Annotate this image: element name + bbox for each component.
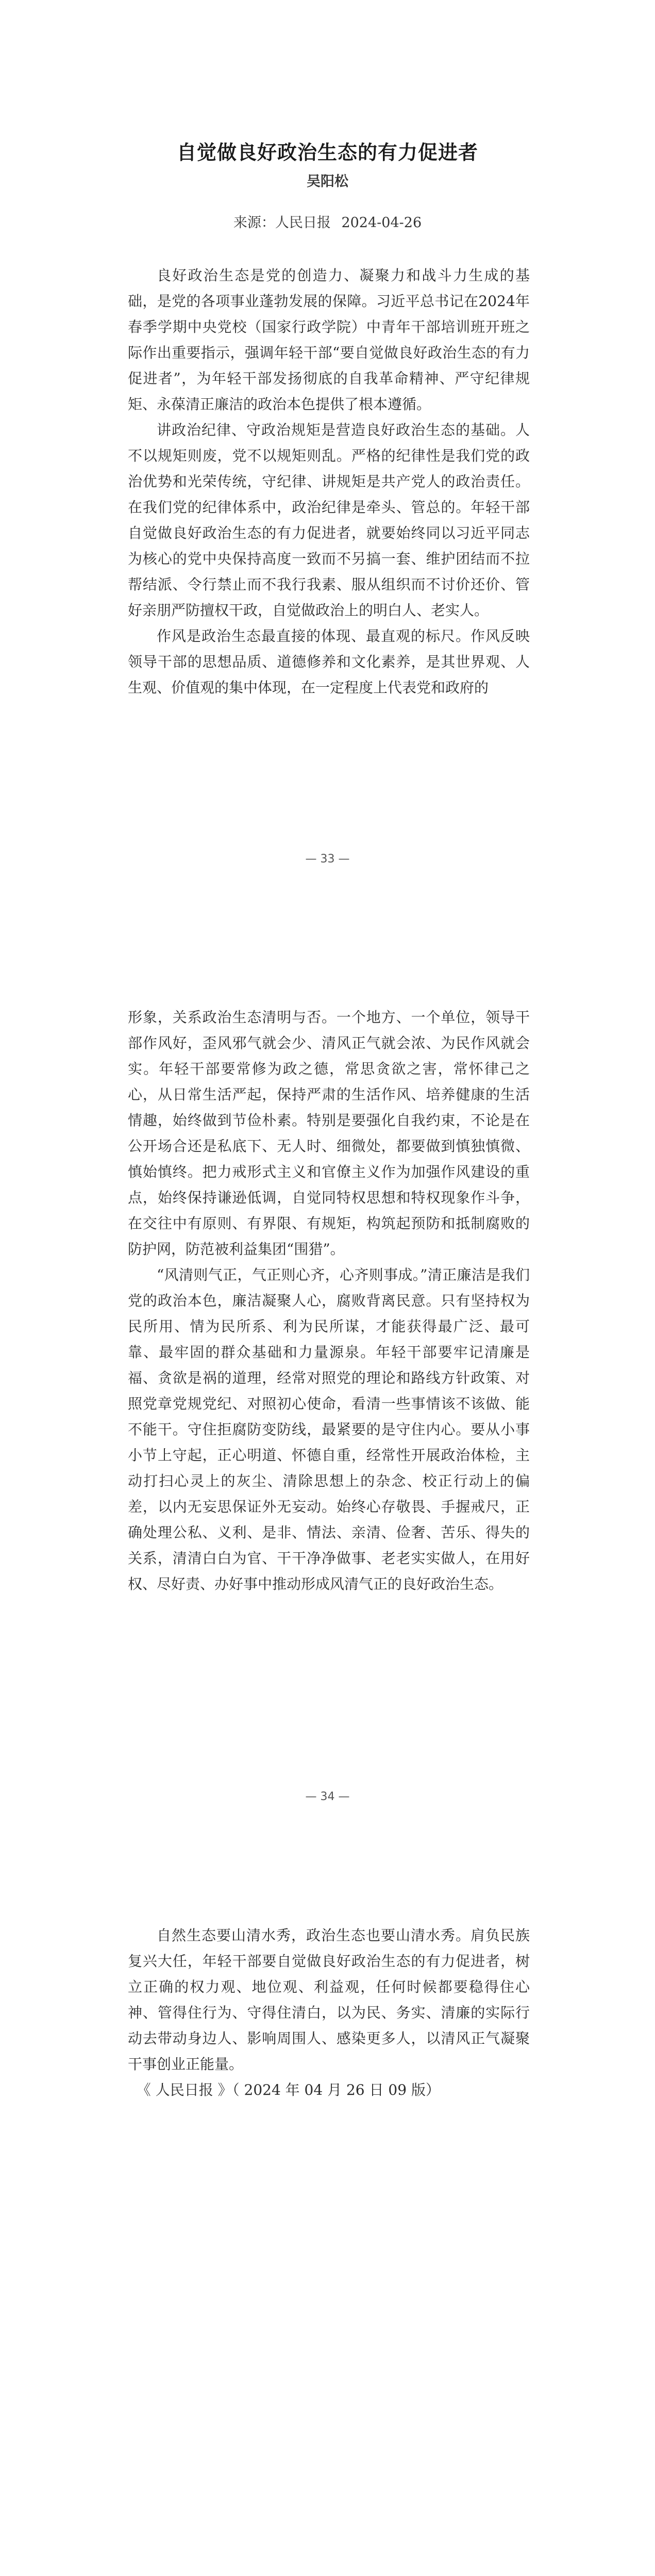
paragraph: 讲政治纪律、守政治规矩是营造良好政治生态的基础。人不以规矩则废，党不以规矩则乱。严格的纪律性是我们党的政治优势和光荣传统，守纪律、讲规矩是共产党人的政治责任。在我们党的纪律体系中，政治纪律是牵头、管总的。年轻干部自觉做良好政治生态的有力促进者，就要始终同以习近平同志为核心的党中央保持高度一致而不另搞一套、维护团结而不拉帮结派、令行禁止而不我行我素、服从组织而不讨价还价、管好亲朋严防擅权干政，自觉做政治上的明白人、老实人。 <box>128 421 530 619</box>
paragraph: 自然生态要山清水秀，政治生态也要山清水秀。肩负民族复兴大任，年轻干部要自觉做良好政治生态的有力促进者，树立正确的权力观、地位观、利益观，任何时候都要稳得住心神、管得住行为、守得住清白，以为民、务实、清廉的实际行动去带动身边人、影响周围人、感染更多人，以清风正气凝聚干事创业正能量。 <box>128 1927 530 2073</box>
source-citation: 《 人民日报 》（ 2024 年 04 月 26 日 09 版） <box>136 2081 440 2098</box>
paragraph: “风清则气正，气正则心齐，心齐则事成。”清正廉洁是我们党的政治本色，廉洁凝聚人心，腐败背离民意。只有坚持权为民所用、情为民所系、利为民所谋，才能获得最广泛、最可靠、最牢固的群众基础和力量源泉。年轻干部要牢记清廉是福、贪欲是祸的道理，经常对照党的理论和路线方针政策、对照党章党规党纪、对照初心使命，看清一些事情该不该做、能不能干。守住拒腐防变防线，最紧要的是守住内心。要从小事小节上守起，正心明道、怀德自重，经常性开展政治体检，主动打扫心灵上的灰尘、清除思想上的杂念、校正行动上的偏差，以内无妄思保证外无妄动。始终心存敬畏、手握戒尺，正确处理公私、义利、是非、情法、亲清、俭奢、苦乐、得失的关系，清清白白为官、干干净净做事、老老实实做人，在用好权、尽好责、办好事中推动形成风清气正的良好政治生态。 <box>128 1266 530 1592</box>
paragraph: 良好政治生态是党的创造力、凝聚力和战斗力生成的基础，是党的各项事业蓬勃发展的保障。习近平总书记在2024年春季学期中央党校（国家行政学院）中青年干部培训班开班之际作出重要指示，强调年轻干部“要自觉做良好政治生态的有力促进者”，为年轻干部发扬彻底的自我革命精神、严守纪律规矩、永葆清正廉洁的政治本色提供了根本遵循。 <box>128 267 530 413</box>
paragraph: 作风是政治生态最直接的体现、最直观的标尺。作风反映领导干部的思想品质、道德修养和文化素养，是其世界观、人生观、价值观的集中体现，在一定程度上代表党和政府的 <box>128 628 530 696</box>
document-page-3 <box>0 1844 655 2576</box>
article-source-line <box>0 211 655 231</box>
page-3-body <box>128 1923 530 2103</box>
article-title: 自觉做良好政治生态的有力促进者 <box>176 141 478 164</box>
paragraph-continued: 形象，关系政治生态清明与否。一个地方、一个单位，领导干部作风好，歪风邪气就会少、清风正气就会浓、为民作风就会实。年轻干部要常修为政之德，常思贪欲之害，常怀律己之心，从日常生活严起，保持严肃的生活作风、培养健康的生活情趣，始终做到节俭朴素。特别是要强化自我约束，不论是在公开场合还是私底下、无人时、细微处，都要做到慎独慎微、慎始慎终。把力戒形式主义和官僚主义作为加强作风建设的重点，始终保持谦逊低调，自觉同特权思想和特权现象作斗争，在交往中有原则、有界限、有规矩，构筑起预防和抵制腐败的防护网，防范被利益集团“围猎”。 <box>128 1009 530 1258</box>
document-page-2 <box>0 917 655 1844</box>
page-2-body <box>128 1005 530 1597</box>
page-1-body <box>128 263 530 701</box>
page-number: — 33 — <box>305 853 350 866</box>
article-author: 吴阳松 <box>307 174 348 190</box>
source-label: 来源：人民日报 <box>233 215 331 231</box>
document-page-1 <box>0 0 655 917</box>
page-number: — 34 — <box>305 1790 350 1803</box>
publish-date: 2024-04-26 <box>341 215 422 231</box>
